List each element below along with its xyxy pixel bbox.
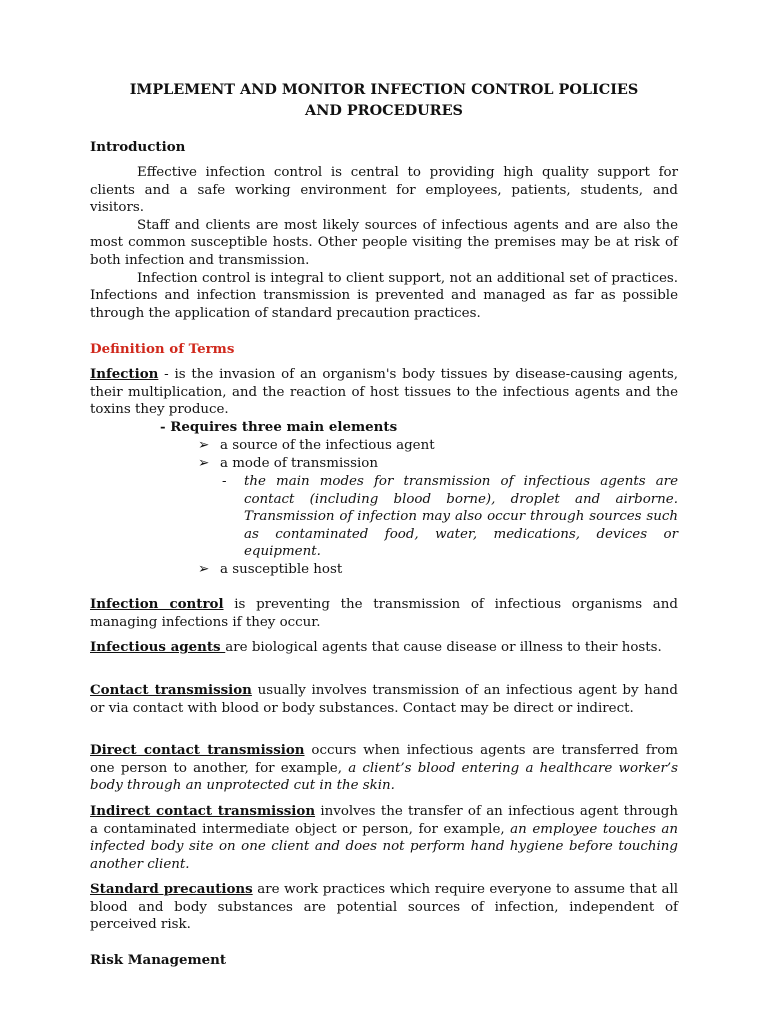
element-item-label: a source of the infectious agent xyxy=(220,438,435,453)
definition-indirect-contact-text: involves the transfer of an infectious agent through a contaminated intermediate object or person, for example, xyxy=(90,804,678,837)
intro-paragraph-1: Effective infection control is central to providing high quality support for clients and a safe working environment for employees, patients, students, and visitors. xyxy=(90,165,678,216)
definition-infection xyxy=(90,366,678,419)
term-contact-transmission: Contact transmission xyxy=(90,682,252,698)
element-item-label: a susceptible host xyxy=(220,562,343,577)
definition-standard-precautions xyxy=(90,881,678,934)
definition-infectious-agents xyxy=(90,639,678,657)
definition-standard-precautions-text: are work practices which require everyone to assume that all blood and body substances are potential sources of infection, independent of perceived risk. xyxy=(90,882,679,933)
intro-paragraph-2: Staff and clients are most likely sources of infectious agents and are also the most common susceptible hosts. Other people visiting the premises may be at risk of both infection and transmission. xyxy=(90,217,678,268)
title-line-1: IMPLEMENT AND MONITOR INFECTION CONTROL POLICIES xyxy=(129,81,639,98)
definition-infection-control-text: is preventing the transmission of infectious organisms and managing infections if they occur. xyxy=(90,597,678,630)
term-direct-contact-transmission: Direct contact transmission xyxy=(90,742,305,758)
element-item-label: a mode of transmission xyxy=(220,456,378,471)
definition-contact-transmission xyxy=(90,682,678,717)
element-item-host xyxy=(198,561,678,579)
modes-of-transmission-note: the main modes for transmission of infectious agents are contact (including blood borne), droplet and airborne. Transmission of infection may also occur through sources such as contaminated food, water, medications, devices or equipment. xyxy=(244,474,678,560)
definition-contact-transmission-text: usually involves transmission of an infectious agent by hand or via contact with blood or body substances. Contact may be direct or indirect. xyxy=(90,683,679,716)
definition-infection-control xyxy=(90,596,678,631)
term-infection: Infection xyxy=(90,366,159,382)
definition-direct-contact-example: a client’s blood entering a healthcare worker’s body through an unprotected cut in the skin. xyxy=(90,760,678,794)
definition-infection-text: - is the invasion of an organism's body tissues by disease-causing agents, their multiplication, and the reaction of host tissues to the infectious agents and the toxins they produce. xyxy=(90,367,678,418)
element-item-mode xyxy=(198,455,678,473)
term-indirect-contact-transmission: Indirect contact transmission xyxy=(90,803,316,819)
definition-direct-contact xyxy=(90,742,678,795)
arrow-bullet-icon: ➢ xyxy=(198,562,210,577)
definition-indirect-contact-example: an employee touches an infected body site on one client and does not perform hand hygiene before touching another client. xyxy=(90,821,678,872)
introduction-heading: Introduction xyxy=(90,139,186,155)
element-item-source xyxy=(198,437,678,455)
requires-elements-label: - Requires three main elements xyxy=(160,419,398,435)
arrow-bullet-icon: ➢ xyxy=(198,456,210,471)
definition-direct-contact-text: occurs when infectious agents are transferred from one person to another, for example, xyxy=(90,743,678,776)
document-title xyxy=(0,79,768,121)
arrow-bullet-icon: ➢ xyxy=(198,438,210,453)
term-infectious-agents: Infectious agents xyxy=(90,639,226,655)
definitions-heading: Definition of Terms xyxy=(90,341,235,357)
title-line-2: AND PROCEDURES xyxy=(305,102,463,119)
term-infection-control: Infection control xyxy=(90,596,224,612)
definition-indirect-contact xyxy=(90,803,678,873)
term-standard-precautions: Standard precautions xyxy=(90,881,253,897)
definition-infectious-agents-text: are biological agents that cause disease or illness to their hosts. xyxy=(225,640,662,655)
intro-paragraph-3: Infection control is integral to client support, not an additional set of practices. Infections and infection transmission is prevented and managed as far as possible through the application of standard precaution practices. xyxy=(90,270,678,321)
introduction-body xyxy=(90,164,678,322)
dash-bullet-icon: - xyxy=(222,474,227,489)
risk-management-heading: Risk Management xyxy=(90,952,227,968)
